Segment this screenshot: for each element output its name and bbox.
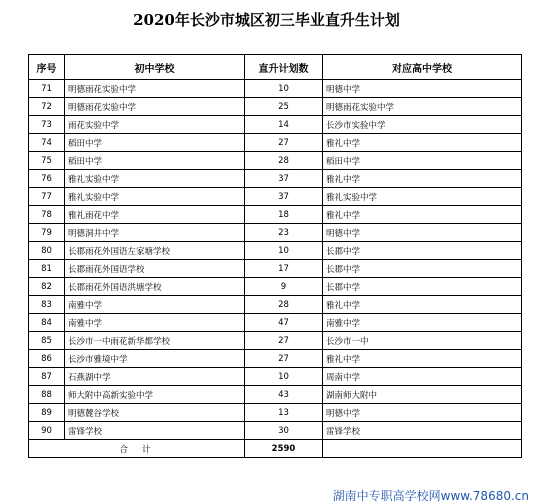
cell-index: 90 [29, 422, 65, 440]
cell-quota: 9 [245, 278, 323, 296]
cell-senior-school: 长郡中学 [323, 242, 522, 260]
cell-junior-school: 雷锋学校 [65, 422, 245, 440]
cell-quota: 18 [245, 206, 323, 224]
cell-index: 77 [29, 188, 65, 206]
column-header-quota: 直升计划数 [245, 55, 323, 80]
cell-index: 76 [29, 170, 65, 188]
table-row [29, 350, 522, 368]
table-row [29, 278, 522, 296]
cell-junior-school: 师大附中高新实验中学 [65, 386, 245, 404]
total-row [29, 440, 522, 458]
table-row [29, 404, 522, 422]
cell-senior-school: 长郡中学 [323, 278, 522, 296]
cell-index: 83 [29, 296, 65, 314]
cell-senior-school: 长沙市实验中学 [323, 116, 522, 134]
table-row [29, 98, 522, 116]
cell-index: 72 [29, 98, 65, 116]
cell-index: 71 [29, 80, 65, 98]
table-row [29, 170, 522, 188]
cell-junior-school: 明德雨花实验中学 [65, 98, 245, 116]
table-row [29, 386, 522, 404]
cell-index: 84 [29, 314, 65, 332]
cell-quota: 28 [245, 152, 323, 170]
table-row [29, 296, 522, 314]
cell-senior-school: 雅礼中学 [323, 134, 522, 152]
table-row [29, 134, 522, 152]
cell-senior-school: 雅礼中学 [323, 170, 522, 188]
cell-senior-school: 雅礼实验中学 [323, 188, 522, 206]
cell-junior-school: 稻田中学 [65, 134, 245, 152]
cell-quota: 10 [245, 242, 323, 260]
cell-junior-school: 明德洞井中学 [65, 224, 245, 242]
cell-junior-school: 雅礼实验中学 [65, 188, 245, 206]
cell-senior-school: 长沙市一中 [323, 332, 522, 350]
cell-quota: 27 [245, 332, 323, 350]
table-row [29, 152, 522, 170]
cell-senior-school: 明德中学 [323, 80, 522, 98]
cell-quota: 13 [245, 404, 323, 422]
cell-senior-school: 雅礼中学 [323, 350, 522, 368]
cell-junior-school: 南雅中学 [65, 296, 245, 314]
cell-quota: 27 [245, 134, 323, 152]
site-watermark: 湖南中专职高学校网www.78680.cn [332, 489, 529, 503]
cell-index: 74 [29, 134, 65, 152]
column-header-index: 序号 [29, 55, 65, 80]
cell-index: 86 [29, 350, 65, 368]
table-header-row [29, 55, 522, 80]
cell-quota: 37 [245, 188, 323, 206]
cell-junior-school: 雅礼实验中学 [65, 170, 245, 188]
cell-index: 89 [29, 404, 65, 422]
column-header-senior-school: 对应高中学校 [323, 55, 522, 80]
cell-junior-school: 长沙市一中雨花新华都学校 [65, 332, 245, 350]
table-row [29, 422, 522, 440]
cell-junior-school: 雅礼雨花中学 [65, 206, 245, 224]
page-title: 2020年长沙市城区初三毕业直升生计划 [133, 11, 400, 29]
cell-junior-school: 长郡雨花外国语洪塘学校 [65, 278, 245, 296]
total-label: 合计 [29, 440, 245, 458]
cell-junior-school: 长沙市雅境中学 [65, 350, 245, 368]
cell-quota: 23 [245, 224, 323, 242]
cell-senior-school: 明德雨花实验中学 [323, 98, 522, 116]
cell-index: 79 [29, 224, 65, 242]
cell-junior-school: 稻田中学 [65, 152, 245, 170]
cell-junior-school: 南雅中学 [65, 314, 245, 332]
table-row [29, 80, 522, 98]
cell-senior-school: 湖南师大附中 [323, 386, 522, 404]
cell-senior-school: 雷锋学校 [323, 422, 522, 440]
total-empty-cell [323, 440, 522, 458]
table-row [29, 368, 522, 386]
total-value: 2590 [245, 440, 323, 458]
cell-quota: 27 [245, 350, 323, 368]
table-row [29, 314, 522, 332]
cell-junior-school: 明德麓谷学校 [65, 404, 245, 422]
plan-table [28, 54, 522, 458]
cell-junior-school: 石燕湖中学 [65, 368, 245, 386]
cell-index: 82 [29, 278, 65, 296]
cell-senior-school: 明德中学 [323, 404, 522, 422]
cell-junior-school: 明德雨花实验中学 [65, 80, 245, 98]
cell-quota: 10 [245, 80, 323, 98]
cell-senior-school: 明德中学 [323, 224, 522, 242]
cell-index: 73 [29, 116, 65, 134]
cell-quota: 10 [245, 368, 323, 386]
cell-index: 88 [29, 386, 65, 404]
cell-junior-school: 长郡雨花外国语左家塘学校 [65, 242, 245, 260]
cell-senior-school: 长郡中学 [323, 260, 522, 278]
cell-senior-school: 周南中学 [323, 368, 522, 386]
cell-index: 80 [29, 242, 65, 260]
cell-quota: 17 [245, 260, 323, 278]
table-row [29, 332, 522, 350]
table-row [29, 116, 522, 134]
table-row [29, 188, 522, 206]
cell-quota: 43 [245, 386, 323, 404]
cell-quota: 37 [245, 170, 323, 188]
table-row [29, 260, 522, 278]
cell-senior-school: 南雅中学 [323, 314, 522, 332]
table-row [29, 242, 522, 260]
cell-quota: 47 [245, 314, 323, 332]
cell-senior-school: 雅礼中学 [323, 206, 522, 224]
cell-junior-school: 长郡雨花外国语学校 [65, 260, 245, 278]
cell-junior-school: 雨花实验中学 [65, 116, 245, 134]
cell-quota: 30 [245, 422, 323, 440]
cell-index: 81 [29, 260, 65, 278]
cell-index: 85 [29, 332, 65, 350]
cell-quota: 28 [245, 296, 323, 314]
cell-senior-school: 稻田中学 [323, 152, 522, 170]
cell-senior-school: 雅礼中学 [323, 296, 522, 314]
column-header-junior-school: 初中学校 [65, 55, 245, 80]
cell-index: 75 [29, 152, 65, 170]
cell-quota: 14 [245, 116, 323, 134]
cell-quota: 25 [245, 98, 323, 116]
table-row [29, 224, 522, 242]
cell-index: 78 [29, 206, 65, 224]
cell-index: 87 [29, 368, 65, 386]
table-row [29, 206, 522, 224]
